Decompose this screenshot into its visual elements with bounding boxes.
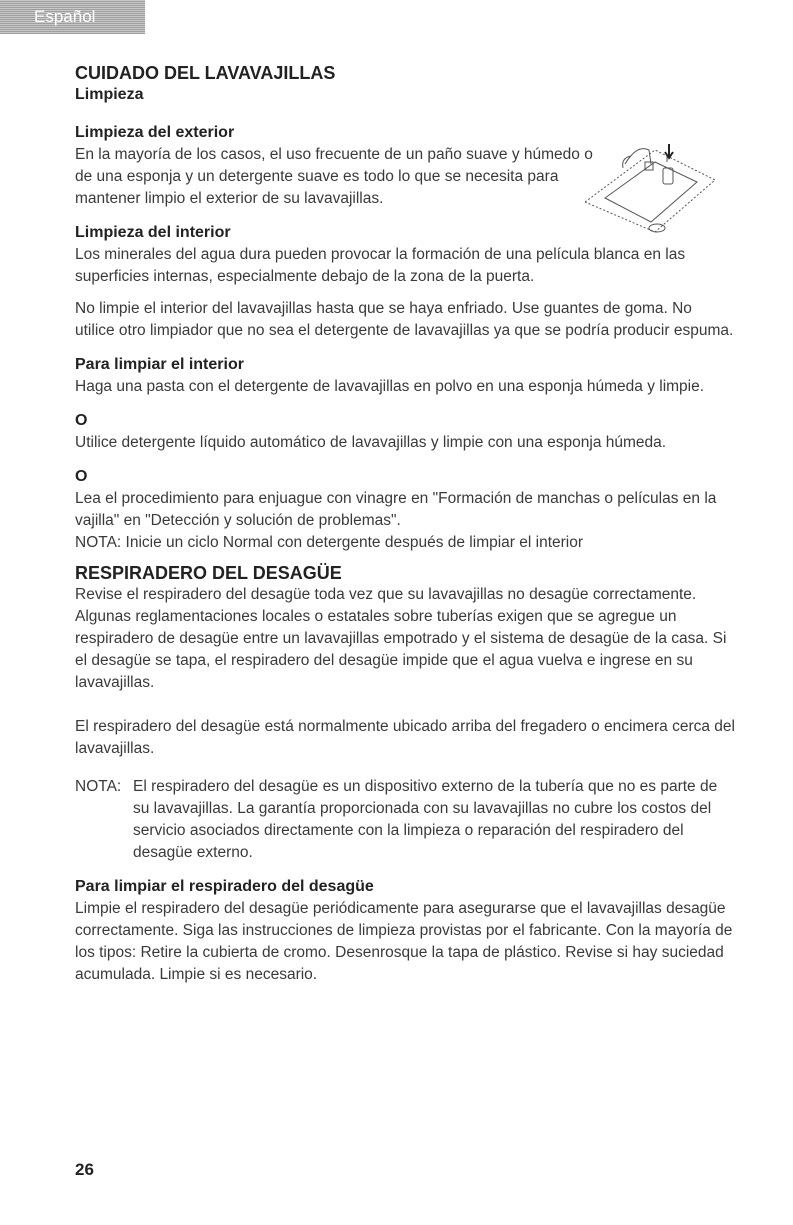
or-label-2: O (75, 468, 88, 485)
heading-clean-interior: Para limpiar el interior (75, 356, 244, 373)
or-label-1: O (75, 412, 88, 429)
heading-interior: Limpieza del interior (75, 224, 231, 241)
drain-clean-text: Limpie el respiradero del desagüe periódicamente para asegurarse que el lavavajillas desagüe correctamente. Siga las instrucciones de limpieza provistas por el fabricante. Con la mayoría de los tipos: Retire la cubierta de cromo. Desenrosque la tapa de plástico. Revise si hay suciedad acumulada. Limpie si es necesario. (75, 900, 733, 983)
drain-note (75, 776, 735, 864)
subtitle-cleaning: Limpieza (75, 86, 144, 103)
interior-text-2: No limpie el interior del lavavajillas hasta que se haya enfriado. Use guantes de goma. No utilice otro limpiador que no sea el detergente de lavavajillas ya que se podría producir espuma. (75, 300, 734, 339)
interior-text-1: Los minerales del agua dura pueden provocar la formación de una película blanca en las superficies internas, especialmente debajo de la zona de la puerta. (75, 246, 686, 285)
section-title-care: CUIDADO DEL LAVAVAJILLAS (75, 63, 336, 83)
drain-text-2: El respiradero del desagüe está normalmente ubicado arriba del fregadero o encimera cerca del lavavajillas. (75, 718, 735, 757)
page-number: 26 (75, 1160, 94, 1179)
clean-text-3: Lea el procedimiento para enjuague con vinagre en "Formación de manchas o películas en la vajilla" en "Detección y solución de problemas". (75, 490, 717, 529)
clean-note: NOTA: Inicie un ciclo Normal con detergente después de limpiar el interior (75, 534, 584, 551)
page-content (75, 62, 735, 986)
section-title-drain-air-gap: RESPIRADERO DEL DESAGÜE (75, 563, 342, 583)
clean-text-2: Utilice detergente líquido automático de lavavajillas y limpie con una esponja húmeda. (75, 434, 667, 451)
exterior-text: En la mayoría de los casos, el uso frecuente de un paño suave y húmedo o de una esponja y un detergente suave es todo lo que se necesita para mantener limpio el exterior de su lavavajillas. (75, 146, 593, 207)
language-tab (0, 0, 145, 34)
heading-exterior: Limpieza del exterior (75, 124, 235, 141)
language-tab-label: Español (34, 7, 96, 26)
drain-note-text: El respiradero del desagüe es un dispositivo externo de la tubería que no es parte de su lavavajillas. La garantía proporcionada con su lavavajillas no cubre los costos del servicio asociados directamente con la limpieza o reparación del respiradero del desagüe externo. (133, 778, 718, 861)
drain-note-label: NOTA: (75, 778, 122, 795)
clean-text-1: Haga una pasta con el detergente de lavavajillas en polvo en una esponja húmeda y limpie. (75, 378, 705, 395)
drain-text-1: Revise el respiradero del desagüe toda vez que su lavavajillas no desagüe correctamente. Algunas reglamentaciones locales o estatales sobre tuberías exigen que se agregue un respiradero de desagüe entre un lavavajillas empotrado y el sistema de desagüe de la casa. Si el desagüe se tapa, el respiradero del desagüe impide que el agua vuelva e ingrese en su lavavajillas. (75, 586, 727, 691)
heading-clean-drain: Para limpiar el respiradero del desagüe (75, 878, 374, 895)
